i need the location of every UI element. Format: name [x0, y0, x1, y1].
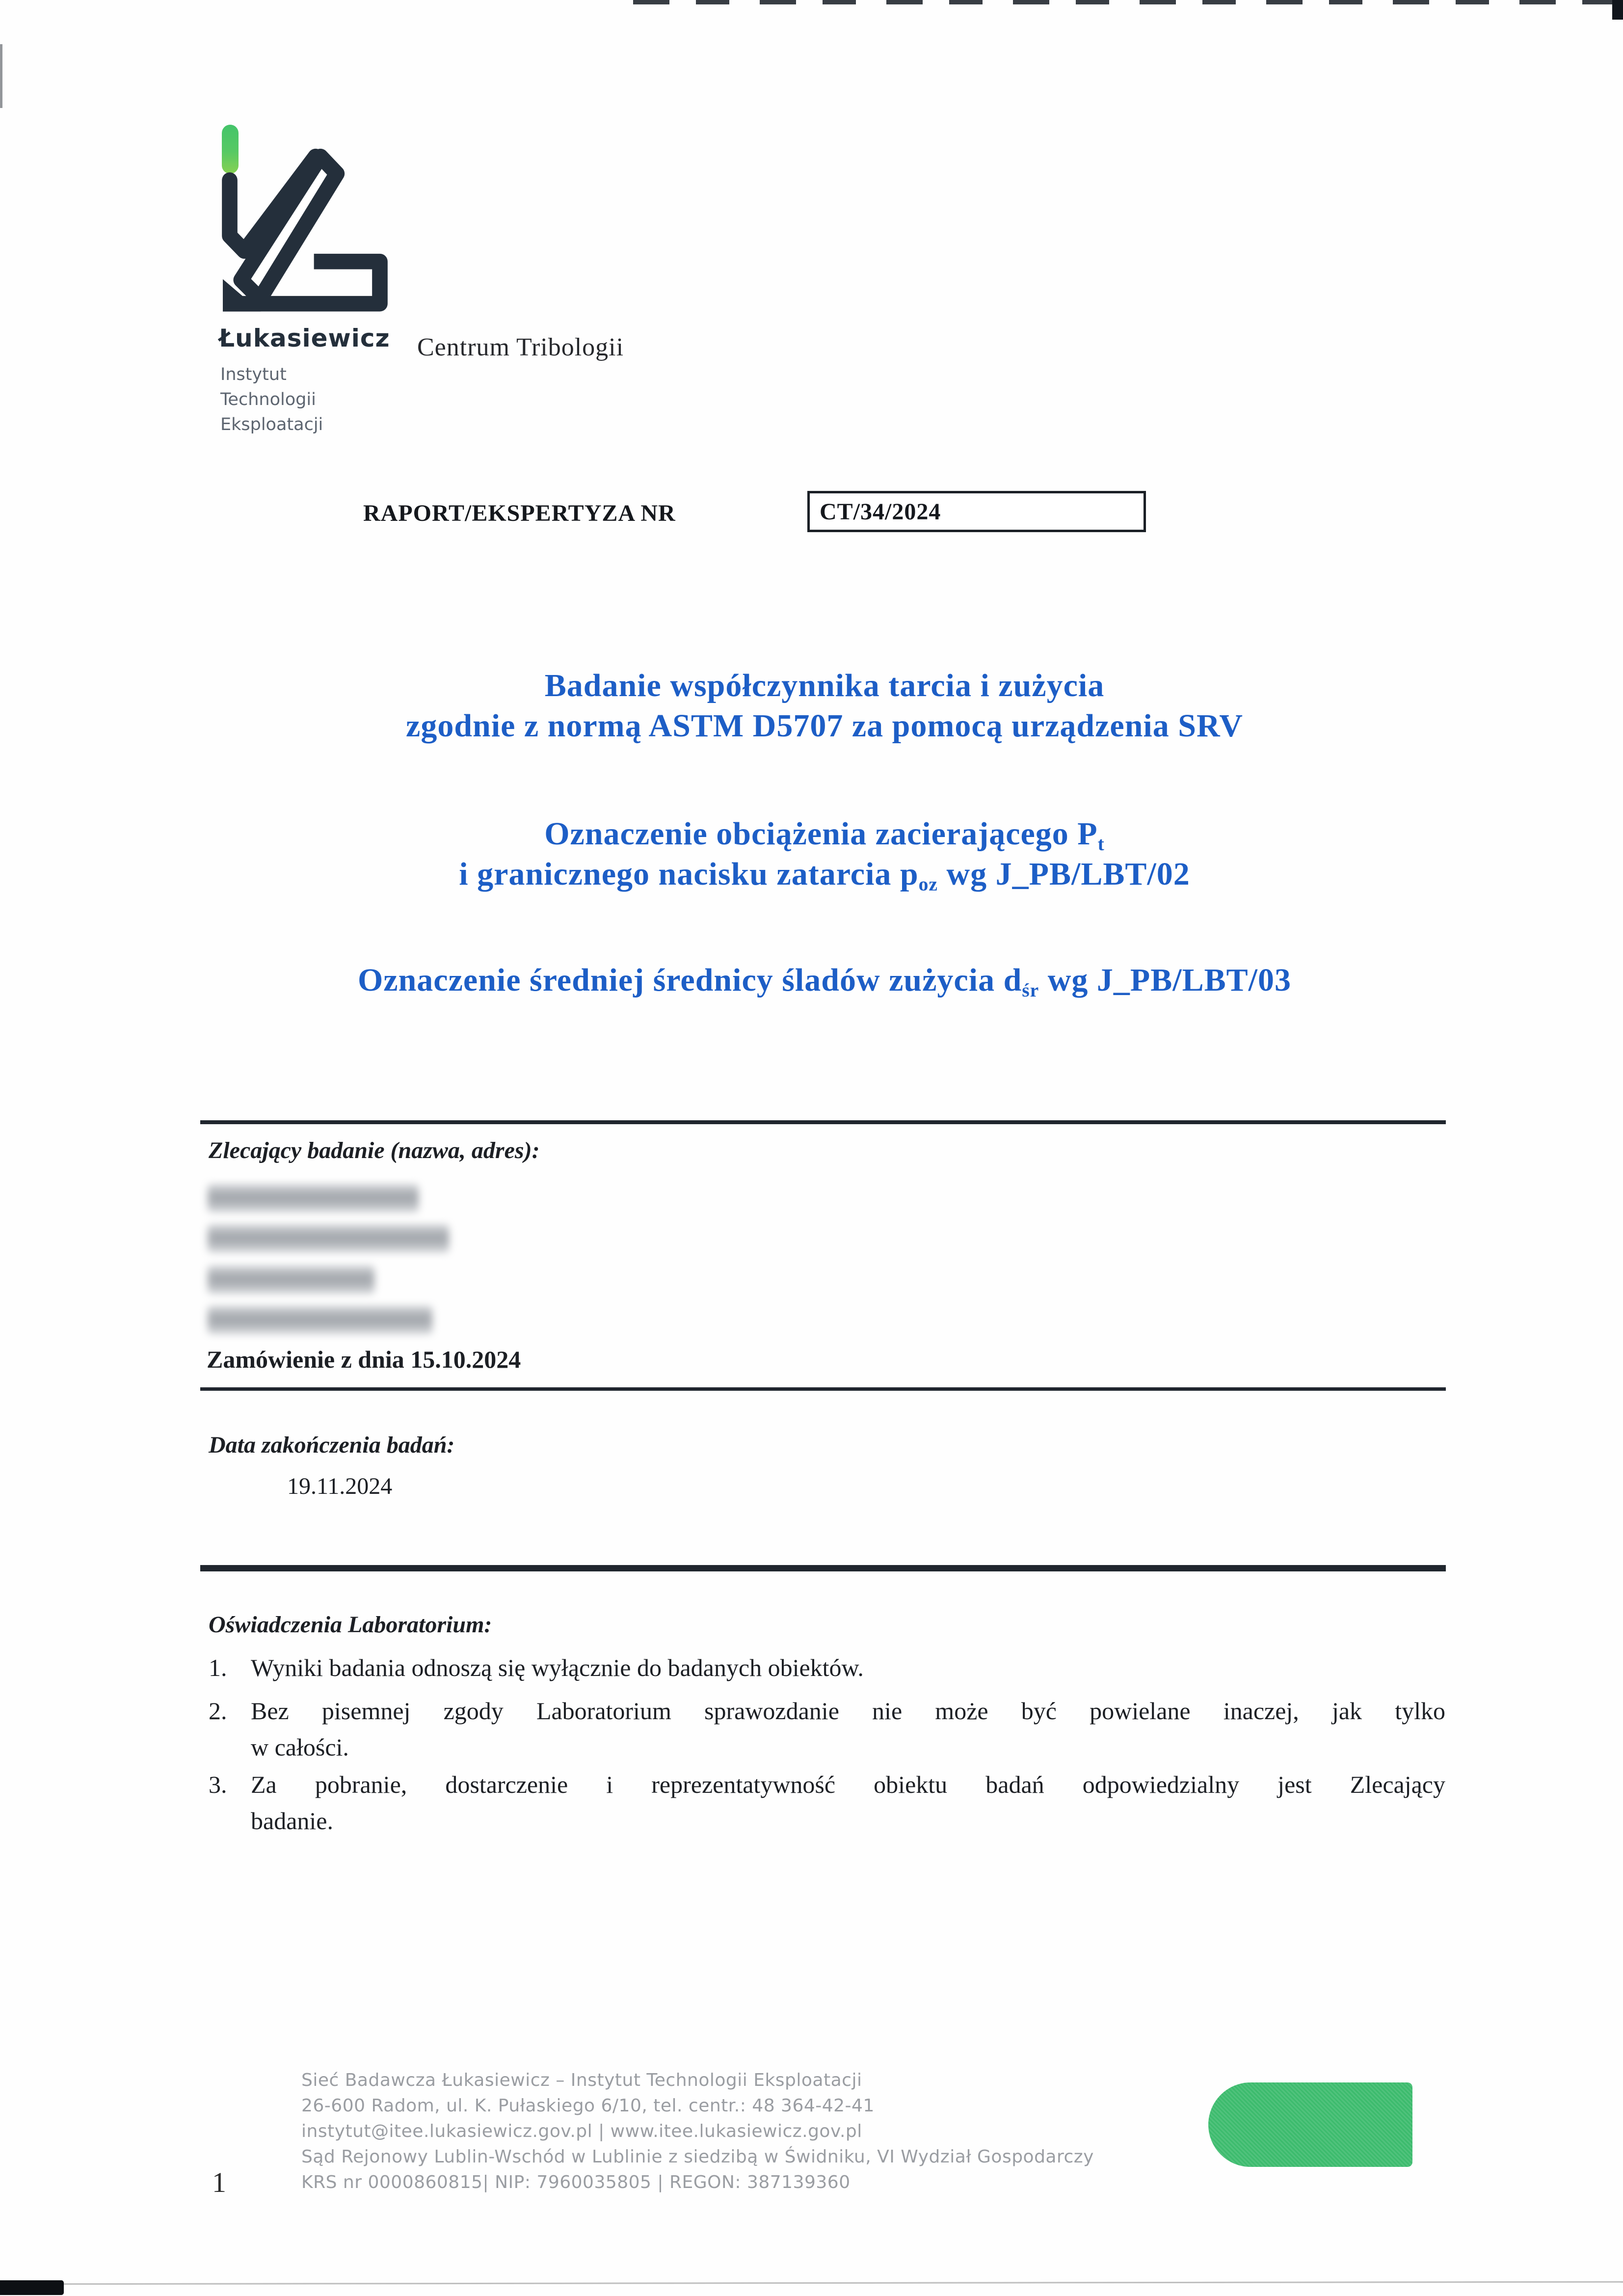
study-title-secondary [196, 814, 1453, 894]
logo-institute-line: Eksploatacji [220, 415, 323, 434]
logo-institute-line: Technologii [220, 390, 316, 409]
scan-artifact-top-edge [633, 0, 1623, 4]
logo-institute-name [220, 362, 323, 437]
logo-brand-name: Łukasiewicz [219, 324, 390, 352]
statement-text: w całości. [251, 1733, 349, 1761]
scan-artifact-left-edge [0, 44, 2, 108]
report-number-box [807, 491, 1146, 532]
division-name: Centrum Tribologii [417, 333, 624, 361]
footer-line: instytut@itee.lukasiewicz.gov.pl | www.itee.lukasiewicz.gov.pl [301, 2121, 862, 2141]
scan-artifact-top-right-corner [1612, 0, 1623, 20]
statement-number: 2. [209, 1697, 227, 1725]
subscript: oz [918, 873, 938, 895]
subscript: t [1097, 833, 1105, 855]
title-line: i granicznego nacisku zatarcia $p_{oz}$ wg J_PB/LBT/02 [459, 856, 1190, 895]
statement-text: badanie. [251, 1807, 333, 1835]
horizontal-rule [200, 1565, 1446, 1571]
redacted-client-line [208, 1266, 374, 1294]
redacted-client-line [208, 1184, 419, 1213]
title-line: Oznaczenie obciążenia zacierającego $P_t$ [544, 816, 1105, 855]
footer-line: 26-600 Radom, ul. K. Pułaskiego 6/10, tel. centr.: 48 364-42-41 [301, 2096, 875, 2116]
footer-line: Sąd Rejonowy Lublin-Wschód w Lublinie z siedzibą w Świdniku, VI Wydział Gospodarczy [301, 2147, 1094, 2167]
statement-item [209, 1693, 1445, 1765]
order-date-line: Zamówienie z dnia 15.10.2024 [207, 1346, 521, 1373]
statement-number: 1. [209, 1654, 227, 1681]
footer-line: Sieć Badawcza Łukasiewicz – Instytut Technologii Eksploatacji [301, 2070, 862, 2090]
report-number-value: CT/34/2024 [820, 499, 941, 525]
client-section-label: Zlecający badanie (nazwa, adres): [209, 1137, 540, 1163]
title-line: Badanie współczynnika tarcia i zużycia [544, 668, 1105, 703]
completion-date-label: Data zakończenia badań: [209, 1432, 455, 1458]
page-number: 1 [212, 2166, 226, 2198]
statement-number: 3. [209, 1771, 227, 1798]
footer-line: KRS nr 0000860815| NIP: 7960035805 | REGON: 387139360 [301, 2172, 851, 2192]
completion-date-value: 19.11.2024 [287, 1473, 393, 1499]
footer-green-pill [1208, 2082, 1412, 2167]
redacted-client-line [208, 1224, 449, 1253]
subscript: śr [1022, 979, 1039, 1001]
statement-text: Wyniki badania odnoszą się wyłącznie do badanych obiektów. [251, 1654, 864, 1681]
scan-artifact-bottom-left-corner [0, 2280, 64, 2295]
footer-address-block [301, 2068, 1094, 2195]
statement-text: Bez pisemnej zgody Laboratorium sprawozdanie nie może być powielane inaczej, jak tylko [251, 1697, 1445, 1725]
scan-artifact-bottom-edge [0, 2281, 1623, 2285]
study-title-primary [196, 666, 1453, 746]
statement-text: Za pobranie, dostarczenie i reprezentatywność obiektu badań odpowiedzialny jest Zlecający [251, 1771, 1445, 1798]
horizontal-rule [200, 1120, 1446, 1124]
statement-item [209, 1649, 1445, 1686]
study-title-tertiary [196, 960, 1453, 1000]
title-line: zgodnie z normą ASTM D5707 za pomocą urządzenia SRV [406, 708, 1243, 744]
logo-institute-line: Instytut [220, 365, 287, 384]
statement-item [209, 1766, 1445, 1839]
statements-section-label: Oświadczenia Laboratorium: [209, 1612, 492, 1638]
title-line: Oznaczenie średniej średnicy śladów zużycia $d_{śr}$ wg J_PB/LBT/03 [357, 962, 1292, 1001]
lukasiewicz-logo-icon [220, 148, 391, 315]
redacted-client-line [208, 1306, 432, 1334]
report-number-label: RAPORT/EKSPERTYZA NR [363, 500, 676, 526]
horizontal-rule [200, 1387, 1446, 1391]
